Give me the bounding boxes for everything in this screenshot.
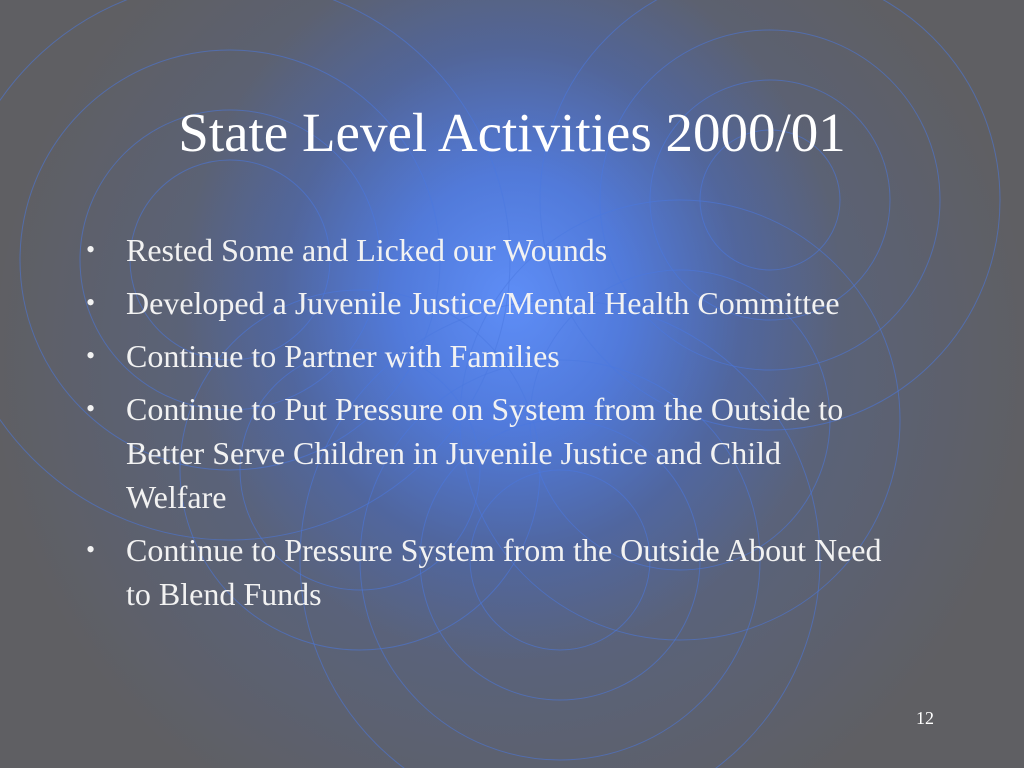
bullet-item bbox=[84, 228, 884, 272]
bullet-item bbox=[84, 334, 884, 378]
bullet-item bbox=[84, 528, 884, 616]
bullet-dot-icon: • bbox=[86, 235, 96, 264]
bullet-dot-icon: • bbox=[86, 288, 96, 317]
page-number: 12 bbox=[916, 708, 934, 728]
bullet-text: Continue to Pressure System from the Outside About Need to Blend Funds bbox=[126, 532, 882, 612]
bullet-text: Rested Some and Licked our Wounds bbox=[126, 232, 608, 268]
slide-title: State Level Activities 2000/01 bbox=[178, 102, 846, 163]
bullet-dot-icon: • bbox=[86, 341, 96, 370]
bullet-list bbox=[84, 228, 884, 625]
bullet-text: Developed a Juvenile Justice/Mental Health Committee bbox=[126, 285, 840, 321]
bullet-dot-icon: • bbox=[86, 535, 96, 564]
bullet-text: Continue to Partner with Families bbox=[126, 338, 560, 374]
bullet-text: Continue to Put Pressure on System from the Outside to Better Serve Children in Juvenile Justice and Child Welfare bbox=[126, 391, 844, 515]
bullet-item bbox=[84, 387, 884, 519]
bullet-item bbox=[84, 281, 884, 325]
bullet-dot-icon: • bbox=[86, 394, 96, 423]
